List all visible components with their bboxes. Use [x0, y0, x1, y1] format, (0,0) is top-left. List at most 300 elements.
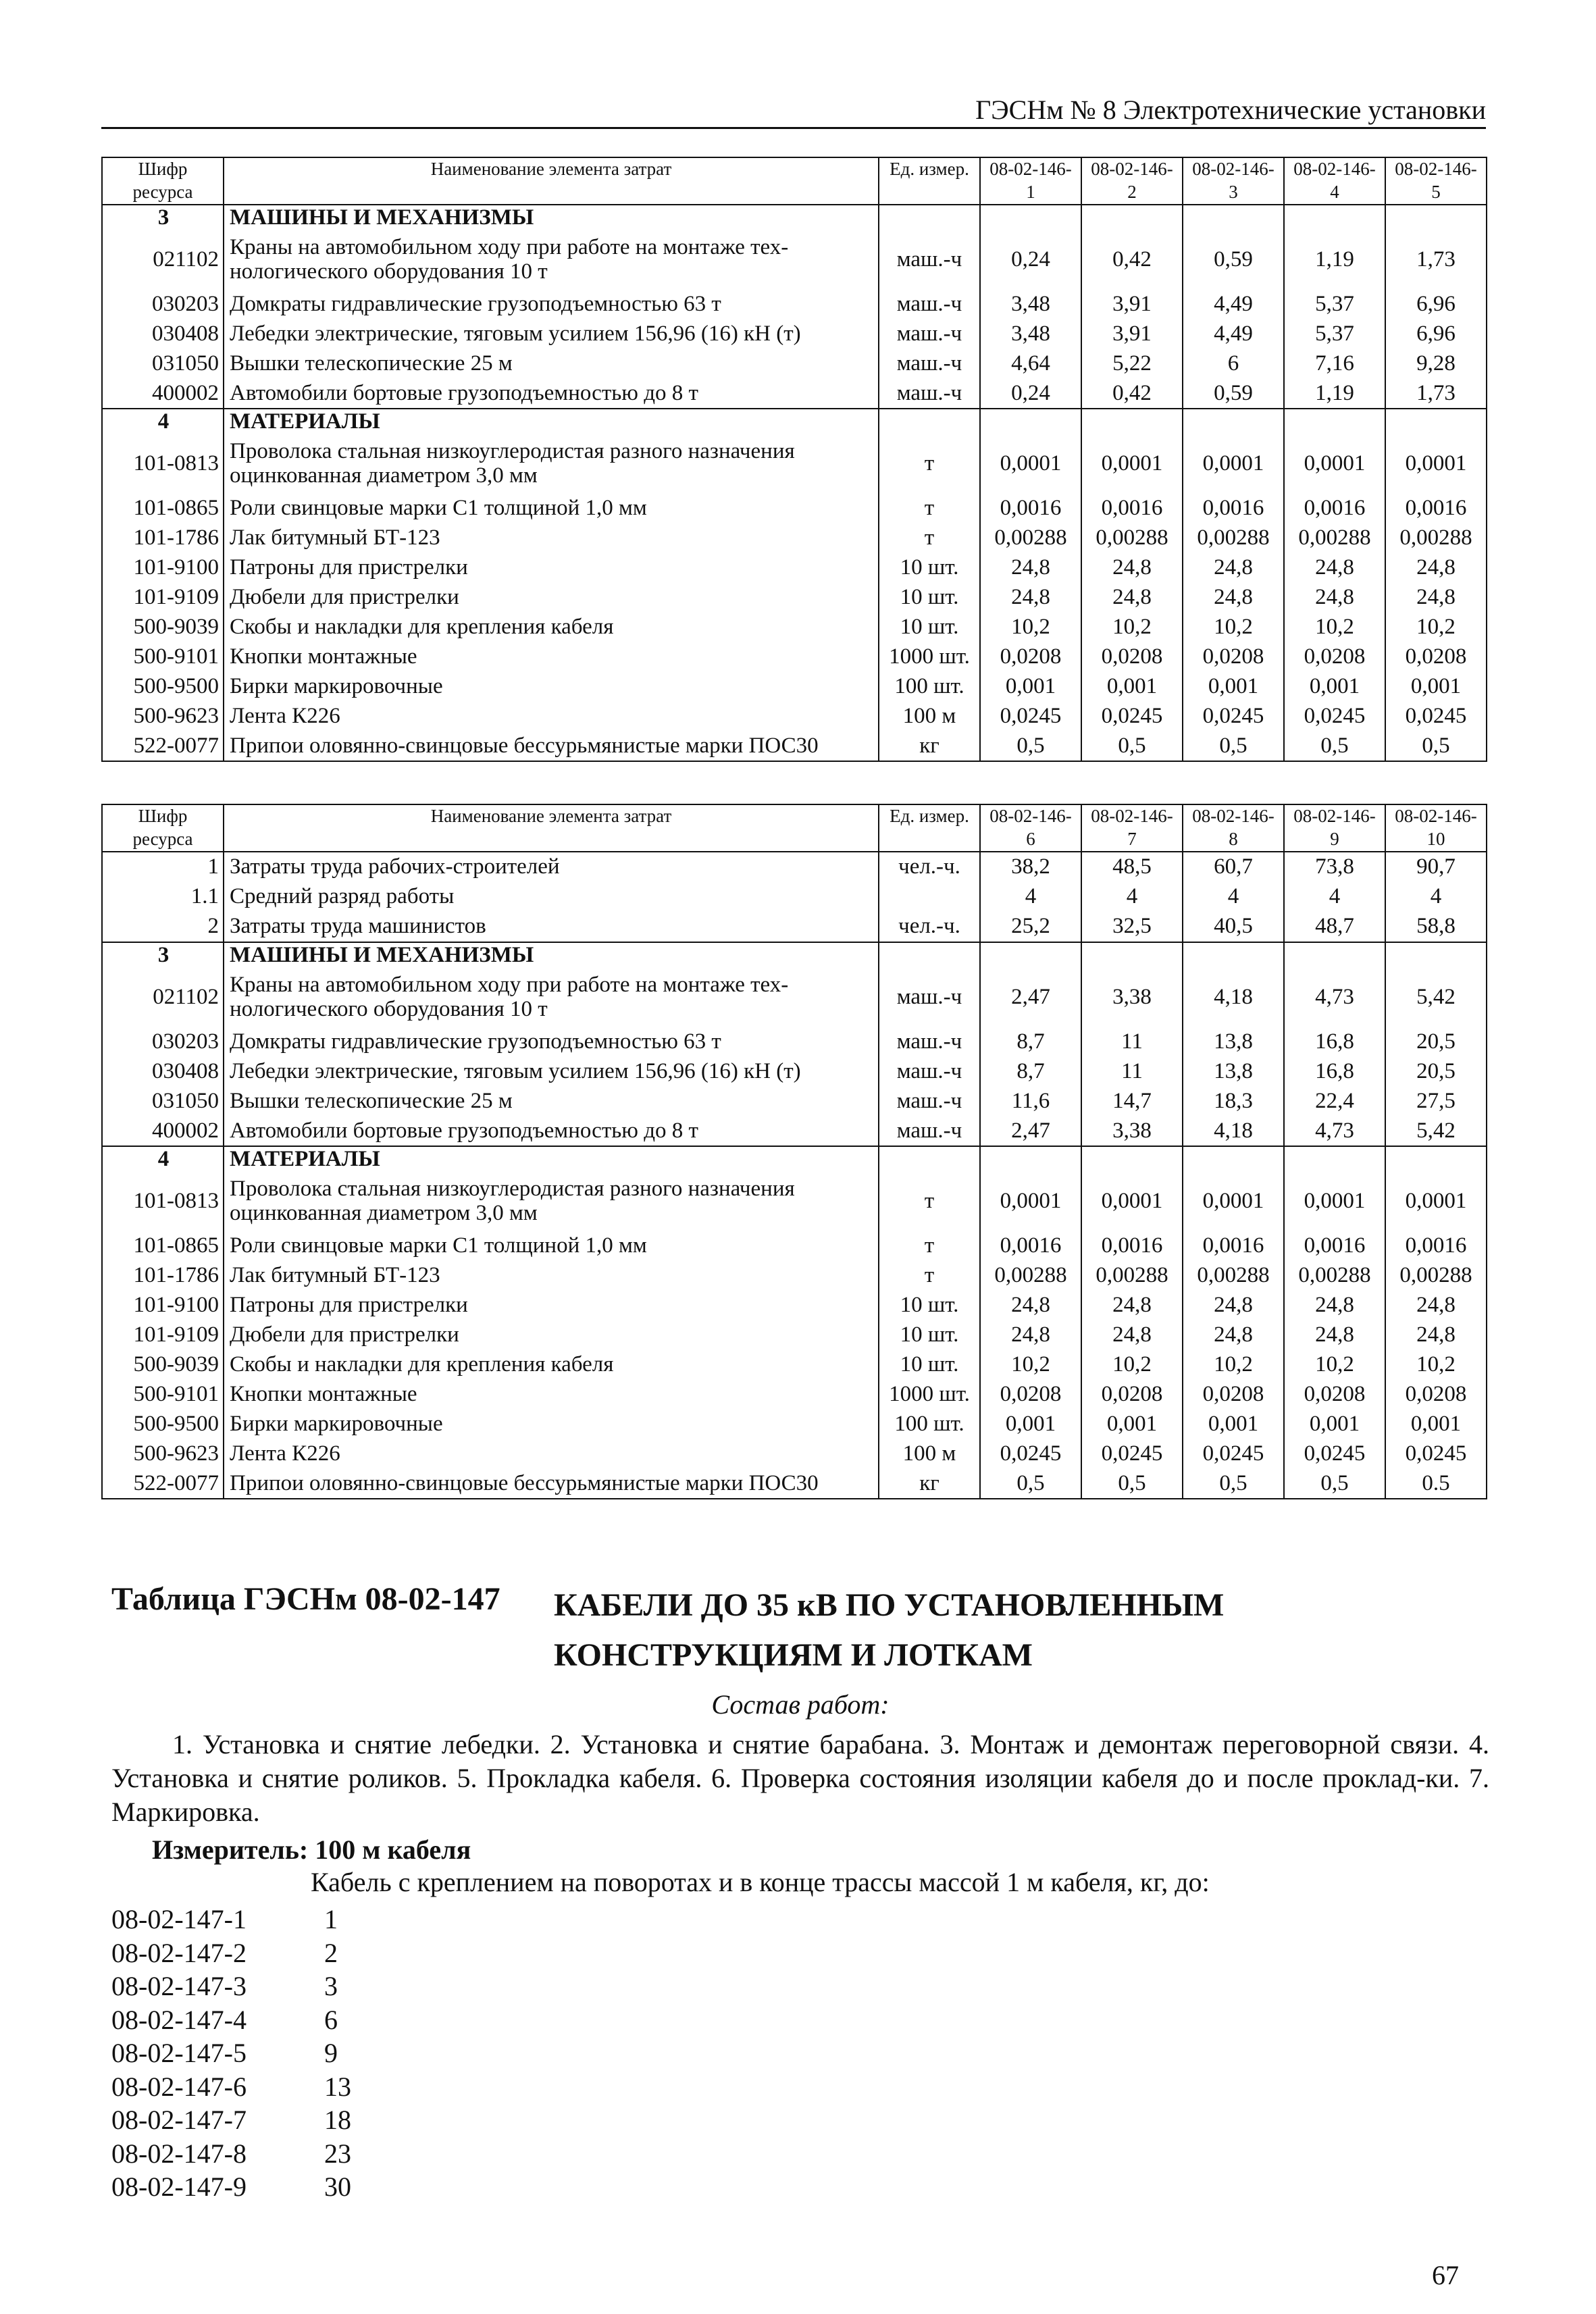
- norm-value: 0,00288: [980, 523, 1081, 552]
- resource-code: 4: [102, 1146, 224, 1171]
- norm-value: [1081, 1146, 1183, 1171]
- resource-code: 101-0813: [102, 1171, 224, 1231]
- resource-code: 1: [102, 852, 224, 882]
- unit-of-measure: маш.-ч: [879, 230, 980, 289]
- norm-value: 4: [1183, 882, 1284, 912]
- norm-value: 0,0245: [1081, 701, 1183, 731]
- cost-element-name: [224, 552, 879, 582]
- norm-value: 5,42: [1385, 967, 1487, 1027]
- cost-element-name-line: Лак битумный БТ-123: [230, 1262, 440, 1287]
- unit-of-measure: маш.-ч: [879, 1086, 980, 1116]
- list-item: [111, 1970, 351, 2003]
- norm-value: 0,0001: [980, 1171, 1081, 1231]
- cost-element-name: [224, 612, 879, 642]
- norm-value: 0,001: [1385, 1409, 1487, 1439]
- cable-mass-limit: 6: [324, 2004, 338, 2035]
- norm-value: [1081, 409, 1183, 434]
- norm-value: 24,8: [1183, 1290, 1284, 1320]
- cable-mass-limit: 9: [324, 2038, 338, 2068]
- cost-element-name: [224, 731, 879, 761]
- table-row: [102, 671, 1487, 701]
- cable-mass-limit: 2: [324, 1937, 338, 1968]
- norm-table-146-6-10: [101, 804, 1487, 1499]
- norm-value: 0,00288: [1385, 1260, 1487, 1290]
- norm-value: 0,00288: [1284, 1260, 1385, 1290]
- norm-value: 5,37: [1284, 289, 1385, 319]
- header-code: Шифр ресурса: [102, 804, 224, 852]
- norm-value: 24,8: [1183, 552, 1284, 582]
- cable-mass-limit: 3: [324, 1971, 338, 2001]
- table-row: [102, 205, 1487, 230]
- norm-value: 4: [1284, 882, 1385, 912]
- unit-of-measure: 100 шт.: [879, 671, 980, 701]
- norm-value: 24,8: [1385, 552, 1487, 582]
- unit-of-measure: 10 шт.: [879, 582, 980, 612]
- cost-element-name-line: Роли свинцовые марки С1 толщиной 1,0 мм: [230, 1233, 647, 1258]
- unit-of-measure: чел.-ч.: [879, 852, 980, 882]
- cost-element-name-line: Затраты труда рабочих-строителей: [230, 854, 560, 879]
- norm-value: [1081, 942, 1183, 967]
- norm-value: 0,0001: [1284, 434, 1385, 493]
- norm-value: [980, 409, 1081, 434]
- norm-value: 0,0245: [1385, 1439, 1487, 1468]
- resource-code: 400002: [102, 378, 224, 409]
- resource-code: 500-9101: [102, 642, 224, 671]
- table-row: [102, 582, 1487, 612]
- cost-element-name-line: Лента К226: [230, 1441, 340, 1466]
- norm-value: 0,0016: [1385, 1231, 1487, 1260]
- cost-element-name: [224, 319, 879, 349]
- unit-of-measure: маш.-ч: [879, 289, 980, 319]
- norm-value: 8,7: [980, 1027, 1081, 1056]
- norm-value: 0,0245: [1284, 1439, 1385, 1468]
- unit-of-measure: чел.-ч.: [879, 912, 980, 942]
- unit-of-measure: маш.-ч: [879, 967, 980, 1027]
- meter-unit: Измеритель: 100 м кабеля: [152, 1834, 471, 1865]
- norm-value: 0,00288: [1183, 523, 1284, 552]
- resource-code: 030203: [102, 1027, 224, 1056]
- norm-value: 5,42: [1385, 1116, 1487, 1146]
- cost-element-name-line: Бирки маркировочные: [230, 673, 443, 698]
- norm-value: 0,5: [1284, 731, 1385, 761]
- cost-element-name: [224, 409, 879, 434]
- norm-code: 08-02-147-7: [111, 2105, 247, 2135]
- unit-of-measure: маш.-ч: [879, 1056, 980, 1086]
- resource-code: 030408: [102, 319, 224, 349]
- norm-value: 0,0016: [1183, 493, 1284, 523]
- table-row: [102, 1027, 1487, 1056]
- cost-element-name-line: МАШИНЫ И МЕХАНИЗМЫ: [230, 942, 534, 967]
- cost-element-name-line: нологического оборудования 10 т: [230, 259, 548, 284]
- resource-code: 101-9100: [102, 552, 224, 582]
- table-row: [102, 230, 1487, 289]
- table-row: [102, 493, 1487, 523]
- cost-element-name: [224, 701, 879, 731]
- resource-code: 101-0865: [102, 493, 224, 523]
- norm-value: 3,38: [1081, 1116, 1183, 1146]
- unit-of-measure: маш.-ч: [879, 349, 980, 378]
- header-col: 08-02-146-2: [1081, 157, 1183, 205]
- cable-mass-limit: 1: [324, 1904, 338, 1934]
- norm-value: 7,16: [1284, 349, 1385, 378]
- cable-mass-limit: 30: [324, 2171, 351, 2202]
- cost-element-name: [224, 1468, 879, 1499]
- norm-value: 0,0001: [1385, 434, 1487, 493]
- cost-element-name-line: Лак битумный БТ-123: [230, 525, 440, 550]
- norm-value: 3,91: [1081, 289, 1183, 319]
- cost-element-name: [224, 1171, 879, 1231]
- unit-of-measure: 10 шт.: [879, 612, 980, 642]
- cost-element-name-line: Краны на автомобильном ходу при работе на монтаже тех-: [230, 972, 789, 997]
- norm-value: 0,0208: [1385, 642, 1487, 671]
- norm-value: [1385, 409, 1487, 434]
- norm-value: 4,73: [1284, 1116, 1385, 1146]
- norm-value: 8,7: [980, 1056, 1081, 1086]
- norm-value: 9,28: [1385, 349, 1487, 378]
- resource-code: 522-0077: [102, 731, 224, 761]
- norm-value: 38,2: [980, 852, 1081, 882]
- resource-code: 030408: [102, 1056, 224, 1086]
- table-row: [102, 1409, 1487, 1439]
- cost-element-name-line: Краны на автомобильном ходу при работе на монтаже тех-: [230, 234, 789, 259]
- norm-value: 0,0245: [1385, 701, 1487, 731]
- table-row: [102, 349, 1487, 378]
- unit-of-measure: 10 шт.: [879, 1349, 980, 1379]
- table-147-title: [554, 1580, 1432, 1680]
- norm-value: 24,8: [1081, 552, 1183, 582]
- norm-value: 24,8: [1284, 1290, 1385, 1320]
- cost-element-name: [224, 523, 879, 552]
- cost-element-name-line: Бирки маркировочные: [230, 1411, 443, 1436]
- resource-code: 101-9109: [102, 582, 224, 612]
- cost-element-name-line: нологического оборудования 10 т: [230, 996, 548, 1021]
- unit-of-measure: 1000 шт.: [879, 1379, 980, 1409]
- header-col: 08-02-146-1: [980, 157, 1081, 205]
- norm-value: 5,37: [1284, 319, 1385, 349]
- norm-value: 10,2: [1284, 612, 1385, 642]
- cost-element-name: [224, 642, 879, 671]
- norm-value: 10,2: [1385, 1349, 1487, 1379]
- norm-value: 4: [980, 882, 1081, 912]
- cost-element-name-line: Кнопки монтажные: [230, 644, 417, 669]
- cable-mass-limit: 13: [324, 2071, 351, 2102]
- norm-value: 0,0208: [1183, 1379, 1284, 1409]
- norm-value: 90,7: [1385, 852, 1487, 882]
- resource-code: 3: [102, 205, 224, 230]
- norm-value: 0,5: [980, 1468, 1081, 1499]
- table-row: [102, 1056, 1487, 1086]
- unit-of-measure: [879, 205, 980, 230]
- header-col: 08-02-146-3: [1183, 157, 1284, 205]
- norm-value: 0,0001: [1183, 434, 1284, 493]
- norm-code: 08-02-147-6: [111, 2071, 247, 2102]
- resource-code: 500-9500: [102, 671, 224, 701]
- cost-element-name-line: Роли свинцовые марки С1 толщиной 1,0 мм: [230, 495, 647, 520]
- norm-value: [1183, 1146, 1284, 1171]
- resource-code: 021102: [102, 230, 224, 289]
- norm-value: 25,2: [980, 912, 1081, 942]
- header-col: 08-02-146-8: [1183, 804, 1284, 852]
- unit-of-measure: т: [879, 523, 980, 552]
- cost-element-name: [224, 493, 879, 523]
- norm-value: 4,64: [980, 349, 1081, 378]
- norm-value: 4,18: [1183, 967, 1284, 1027]
- cost-element-name-line: МАТЕРИАЛЫ: [230, 1146, 380, 1171]
- cost-element-name-line: Припои оловянно-свинцовые бессурьмянистые марки ПОС30: [230, 733, 819, 758]
- table-147-code: Таблица ГЭСНм 08-02-147: [111, 1581, 500, 1617]
- resource-code: 4: [102, 409, 224, 434]
- cost-element-name: [224, 967, 879, 1027]
- unit-of-measure: т: [879, 1171, 980, 1231]
- norm-value: 0,00288: [1284, 523, 1385, 552]
- table-row: [102, 1260, 1487, 1290]
- norm-value: [1385, 942, 1487, 967]
- table-row: [102, 1116, 1487, 1146]
- cost-element-name: [224, 1056, 879, 1086]
- norm-value: 1,19: [1284, 378, 1385, 409]
- resource-code: 031050: [102, 1086, 224, 1116]
- norm-value: [1284, 205, 1385, 230]
- table-row: [102, 1320, 1487, 1349]
- unit-of-measure: кг: [879, 1468, 980, 1499]
- resource-code: 500-9039: [102, 612, 224, 642]
- norm-value: 24,8: [980, 552, 1081, 582]
- norm-value: 0,0001: [980, 434, 1081, 493]
- norm-value: 0,00288: [980, 1260, 1081, 1290]
- cost-element-name-line: Автомобили бортовые грузоподъемностью до 8 т: [230, 380, 698, 405]
- cost-element-name: [224, 1027, 879, 1056]
- norm-value: 10,2: [1284, 1349, 1385, 1379]
- work-composition-text: 1. Установка и снятие лебедки. 2. Установка и снятие барабана. 3. Монтаж и демонтаж переговорной связи. 4. Установка и снятие роликов. 5. Прокладка кабеля. 6. Проверка состояния изоляции кабеля до и после проклад-ки. 7. Маркировка.: [111, 1729, 1489, 1827]
- header-name: Наименование элемента затрат: [224, 157, 879, 205]
- norm-value: [1081, 205, 1183, 230]
- unit-of-measure: кг: [879, 731, 980, 761]
- cost-element-name: [224, 1349, 879, 1379]
- norm-value: 48,5: [1081, 852, 1183, 882]
- norm-value: 2,47: [980, 967, 1081, 1027]
- cost-element-name-line: Автомобили бортовые грузоподъемностью до 8 т: [230, 1118, 698, 1143]
- norm-value: 0,0016: [1284, 1231, 1385, 1260]
- norm-value: [1183, 942, 1284, 967]
- norm-value: [980, 942, 1081, 967]
- table-row: [102, 289, 1487, 319]
- list-item: [111, 1936, 351, 1970]
- norm-value: 11,6: [980, 1086, 1081, 1116]
- norm-value: 20,5: [1385, 1027, 1487, 1056]
- norm-value: 0,5: [1081, 731, 1183, 761]
- table-header-row: [102, 804, 1487, 852]
- unit-of-measure: т: [879, 1231, 980, 1260]
- norm-value: 16,8: [1284, 1056, 1385, 1086]
- list-item: [111, 2070, 351, 2104]
- norm-value: 0,001: [1081, 671, 1183, 701]
- norm-value: 73,8: [1284, 852, 1385, 882]
- norm-value: 0,0208: [980, 642, 1081, 671]
- norm-value: 0,0001: [1183, 1171, 1284, 1231]
- norm-value: 1,73: [1385, 378, 1487, 409]
- list-item: [111, 2137, 351, 2171]
- cost-element-name: [224, 1116, 879, 1146]
- norm-value: 5,22: [1081, 349, 1183, 378]
- norm-value: 0,0001: [1284, 1171, 1385, 1231]
- unit-of-measure: маш.-ч: [879, 319, 980, 349]
- norm-value: 0,0016: [1385, 493, 1487, 523]
- cable-description: Кабель с креплением на поворотах и в конце трассы массой 1 м кабеля, кг, до:: [311, 1867, 1210, 1897]
- resource-code: 101-0813: [102, 434, 224, 493]
- norm-value: 0,0245: [1183, 701, 1284, 731]
- norm-value: 0,00288: [1385, 523, 1487, 552]
- cost-element-name: [224, 942, 879, 967]
- cost-element-name-line: Кнопки монтажные: [230, 1381, 417, 1406]
- table-row: [102, 1349, 1487, 1379]
- norm-value: 0,0245: [1183, 1439, 1284, 1468]
- unit-of-measure: [879, 1146, 980, 1171]
- norm-value: 48,7: [1284, 912, 1385, 942]
- unit-of-measure: 100 м: [879, 1439, 980, 1468]
- work-composition-heading: Состав работ:: [711, 1689, 890, 1720]
- unit-of-measure: маш.-ч: [879, 378, 980, 409]
- table-row: [102, 1439, 1487, 1468]
- cost-element-name-line: МАШИНЫ И МЕХАНИЗМЫ: [230, 205, 534, 230]
- resource-code: 500-9623: [102, 1439, 224, 1468]
- table-row: [102, 731, 1487, 761]
- cost-element-name-line: Домкраты гидравлические грузоподъемностью 63 т: [230, 1029, 721, 1054]
- norm-value: [1385, 1146, 1487, 1171]
- norm-code: 08-02-147-3: [111, 1971, 247, 2001]
- norm-code: 08-02-147-2: [111, 1937, 247, 1968]
- norm-value: 13,8: [1183, 1027, 1284, 1056]
- header-unit: Ед. измер.: [879, 157, 980, 205]
- norm-value: 0,5: [1385, 731, 1487, 761]
- cost-element-name: [224, 289, 879, 319]
- norm-value: 1,73: [1385, 230, 1487, 289]
- cost-element-name: [224, 1290, 879, 1320]
- table-row: [102, 552, 1487, 582]
- norm-value: 0,0208: [1081, 642, 1183, 671]
- cost-element-name-line: Патроны для пристрелки: [230, 555, 468, 580]
- norm-value: 4,73: [1284, 967, 1385, 1027]
- norm-value: 3,48: [980, 319, 1081, 349]
- norm-value: 0,00288: [1081, 523, 1183, 552]
- norm-value: [980, 205, 1081, 230]
- norm-value: 0,24: [980, 378, 1081, 409]
- cost-element-name: [224, 378, 879, 409]
- resource-code: 2: [102, 912, 224, 942]
- norm-value: 24,8: [1385, 1320, 1487, 1349]
- cost-element-name: [224, 1379, 879, 1409]
- norm-value: [1183, 409, 1284, 434]
- norm-value: 0,0016: [1081, 1231, 1183, 1260]
- table-row: [102, 1171, 1487, 1231]
- list-item: [111, 2170, 351, 2204]
- cost-element-name-line: Затраты труда машинистов: [230, 914, 486, 939]
- cost-element-name-line: Вышки телескопические 25 м: [230, 1088, 513, 1113]
- cost-element-name: [224, 1320, 879, 1349]
- norm-value: 11: [1081, 1056, 1183, 1086]
- header-code: Шифр ресурса: [102, 157, 224, 205]
- norm-value: 13,8: [1183, 1056, 1284, 1086]
- header-col: 08-02-146-9: [1284, 804, 1385, 852]
- cost-element-name-line: Проволока стальная низкоуглеродистая разного назначения: [230, 438, 795, 463]
- norm-value: 10,2: [980, 612, 1081, 642]
- resource-code: 101-9100: [102, 1290, 224, 1320]
- norm-value: 0,001: [1385, 671, 1487, 701]
- resource-code: 522-0077: [102, 1468, 224, 1499]
- norm-value: [1284, 409, 1385, 434]
- norm-value: 24,8: [980, 582, 1081, 612]
- norm-value: 4: [1385, 882, 1487, 912]
- running-header: ГЭСНм № 8 Электротехнические установки: [101, 93, 1486, 129]
- norm-value: 0,001: [1284, 671, 1385, 701]
- norm-value: 0,0001: [1385, 1171, 1487, 1231]
- resource-code: 031050: [102, 349, 224, 378]
- cost-element-name-line: Дюбели для пристрелки: [230, 584, 459, 609]
- norm-value: 22,4: [1284, 1086, 1385, 1116]
- norm-value: 24,8: [1284, 582, 1385, 612]
- norm-value: 24,8: [1284, 552, 1385, 582]
- unit-of-measure: 10 шт.: [879, 1320, 980, 1349]
- norm-value: 0,0016: [980, 1231, 1081, 1260]
- norm-code: 08-02-147-4: [111, 2004, 247, 2035]
- unit-of-measure: маш.-ч: [879, 1116, 980, 1146]
- norm-value: 0,0016: [1183, 1231, 1284, 1260]
- header-col: 08-02-146-7: [1081, 804, 1183, 852]
- norm-value: 4,49: [1183, 319, 1284, 349]
- norm-value: 0,0245: [1081, 1439, 1183, 1468]
- header-col: 08-02-146-6: [980, 804, 1081, 852]
- table-row: [102, 612, 1487, 642]
- resource-code: 101-9109: [102, 1320, 224, 1349]
- norm-value: 0.5: [1385, 1468, 1487, 1499]
- resource-code: 101-0865: [102, 1231, 224, 1260]
- norm-value: 32,5: [1081, 912, 1183, 942]
- norm-value: 24,8: [1081, 1290, 1183, 1320]
- norm-value: 24,8: [1284, 1320, 1385, 1349]
- norm-value: 2,47: [980, 1116, 1081, 1146]
- table-147-title-line2: КОНСТРУКЦИЯМ И ЛОТКАМ: [554, 1637, 1033, 1673]
- resource-code: 101-1786: [102, 523, 224, 552]
- table-row: [102, 1468, 1487, 1499]
- cost-element-name-line: Припои оловянно-свинцовые бессурьмянистые марки ПОС30: [230, 1470, 819, 1495]
- norm-value: 0,5: [1183, 731, 1284, 761]
- norm-value: 0,59: [1183, 378, 1284, 409]
- cost-element-name: [224, 912, 879, 942]
- cost-element-name-line: Лебедки электрические, тяговым усилием 156,96 (16) кН (т): [230, 1058, 801, 1083]
- table-row: [102, 1146, 1487, 1171]
- resource-code: 400002: [102, 1116, 224, 1146]
- norm-value: [1385, 205, 1487, 230]
- norm-code: 08-02-147-5: [111, 2038, 247, 2068]
- cost-element-name-line: Проволока стальная низкоуглеродистая разного назначения: [230, 1176, 795, 1201]
- cost-element-name: [224, 1439, 879, 1468]
- table-row: [102, 319, 1487, 349]
- cost-element-name: [224, 230, 879, 289]
- norm-value: [1284, 942, 1385, 967]
- cost-element-name: [224, 852, 879, 882]
- unit-of-measure: 10 шт.: [879, 552, 980, 582]
- norm-value: 0,5: [980, 731, 1081, 761]
- table-row: [102, 523, 1487, 552]
- norm-value: 0,001: [1284, 1409, 1385, 1439]
- norm-code: 08-02-147-8: [111, 2138, 247, 2169]
- norm-value: 0,24: [980, 230, 1081, 289]
- list-item: [111, 2003, 351, 2037]
- norm-value: 4,49: [1183, 289, 1284, 319]
- table-row: [102, 409, 1487, 434]
- resource-code: 3: [102, 942, 224, 967]
- cost-element-name: [224, 205, 879, 230]
- table-row: [102, 967, 1487, 1027]
